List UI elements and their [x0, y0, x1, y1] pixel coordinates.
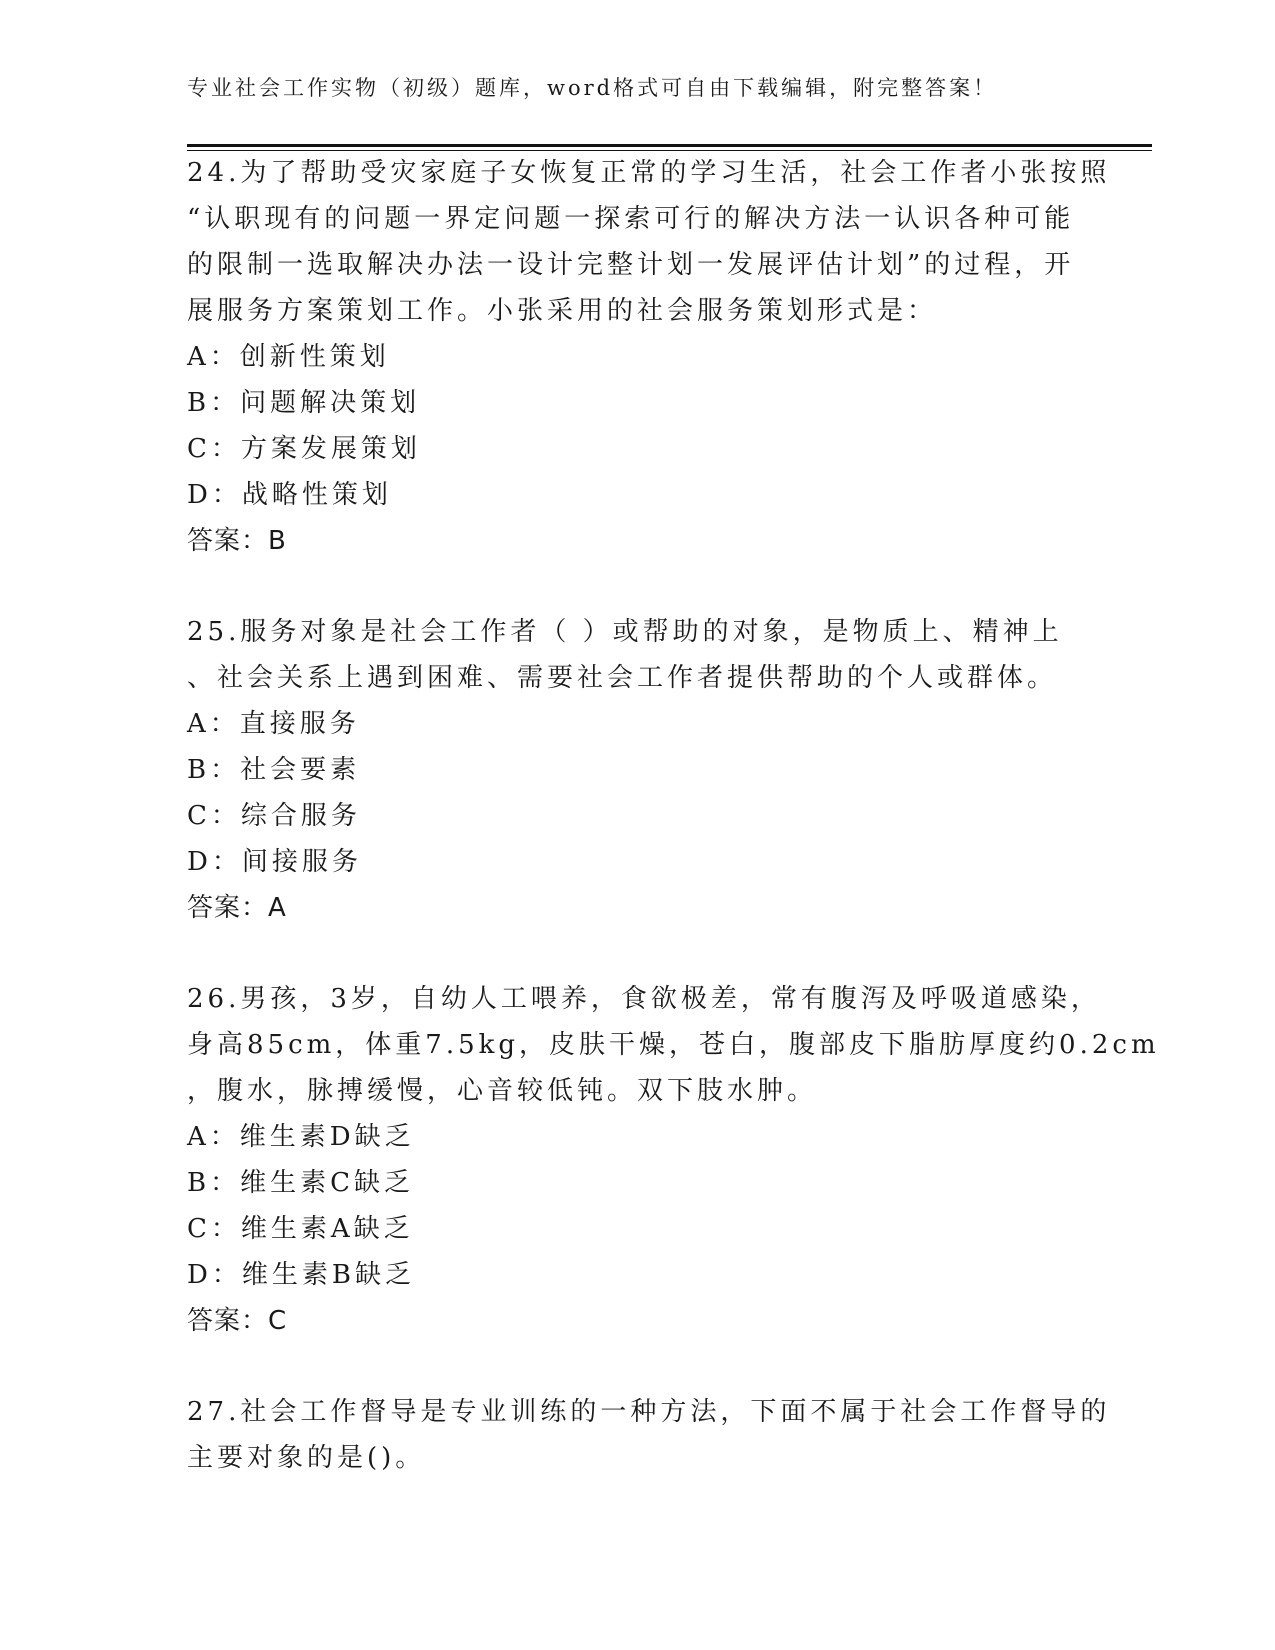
answer: 答案：A — [187, 893, 287, 923]
header-rule-thick — [187, 144, 1152, 147]
option-d: D：间接服务 — [187, 847, 362, 877]
option-b: B：社会要素 — [187, 755, 361, 785]
question-text-line: 27.社会工作督导是专业训练的一种方法，下面不属于社会工作督导的 — [187, 1397, 1111, 1427]
option-a: A：创新性策划 — [187, 342, 390, 372]
question-text-line: 展服务方案策划工作。小张采用的社会服务策划形式是： — [187, 296, 938, 326]
page-header: 专业社会工作实物（初级）题库，word格式可自由下载编辑，附完整答案！ — [187, 76, 998, 100]
option-b: B：维生素C缺乏 — [187, 1168, 415, 1198]
option-d: D：维生素B缺乏 — [187, 1260, 415, 1290]
option-a: A：直接服务 — [187, 709, 360, 739]
question-text-line: 的限制一选取解决办法一设计完整计划一发展评估计划”的过程，开 — [187, 250, 1075, 280]
question-text-line: 、社会关系上遇到困难、需要社会工作者提供帮助的个人或群体。 — [187, 663, 1058, 693]
question-25 — [187, 609, 1087, 931]
option-b: B：问题解决策划 — [187, 388, 421, 418]
question-text-line: 26.男孩，3岁，自幼人工喂养，食欲极差，常有腹泻及呼吸道感染， — [187, 984, 1101, 1014]
option-a: A：维生素D缺乏 — [187, 1122, 415, 1152]
question-27 — [187, 1389, 1111, 1481]
option-c: C：维生素A缺乏 — [187, 1214, 414, 1244]
question-text-line: 主要对象的是()。 — [187, 1443, 426, 1473]
question-24 — [187, 150, 1111, 564]
answer: 答案：C — [187, 1306, 288, 1336]
answer: 答案：B — [187, 526, 287, 556]
question-text-line: “认职现有的问题一界定问题一探索可行的解决方法一认识各种可能 — [187, 204, 1075, 234]
option-c: C：方案发展策划 — [187, 434, 421, 464]
question-text-line: 身高85cm，体重7.5kg，皮肤干燥，苍白，腹部皮下脂肪厚度约0.2cm — [187, 1030, 1160, 1060]
question-text-line: ，腹水，脉搏缓慢，心音较低钝。双下肢水肿。 — [187, 1076, 818, 1106]
question-text-line: 25.服务对象是社会工作者（ ）或帮助的对象，是物质上、精神上 — [187, 617, 1063, 647]
option-c: C：综合服务 — [187, 801, 361, 831]
question-text-line: 24.为了帮助受灾家庭子女恢复正常的学习生活，社会工作者小张按照 — [187, 158, 1111, 188]
option-d: D：战略性策划 — [187, 480, 392, 510]
question-26 — [187, 976, 1160, 1344]
